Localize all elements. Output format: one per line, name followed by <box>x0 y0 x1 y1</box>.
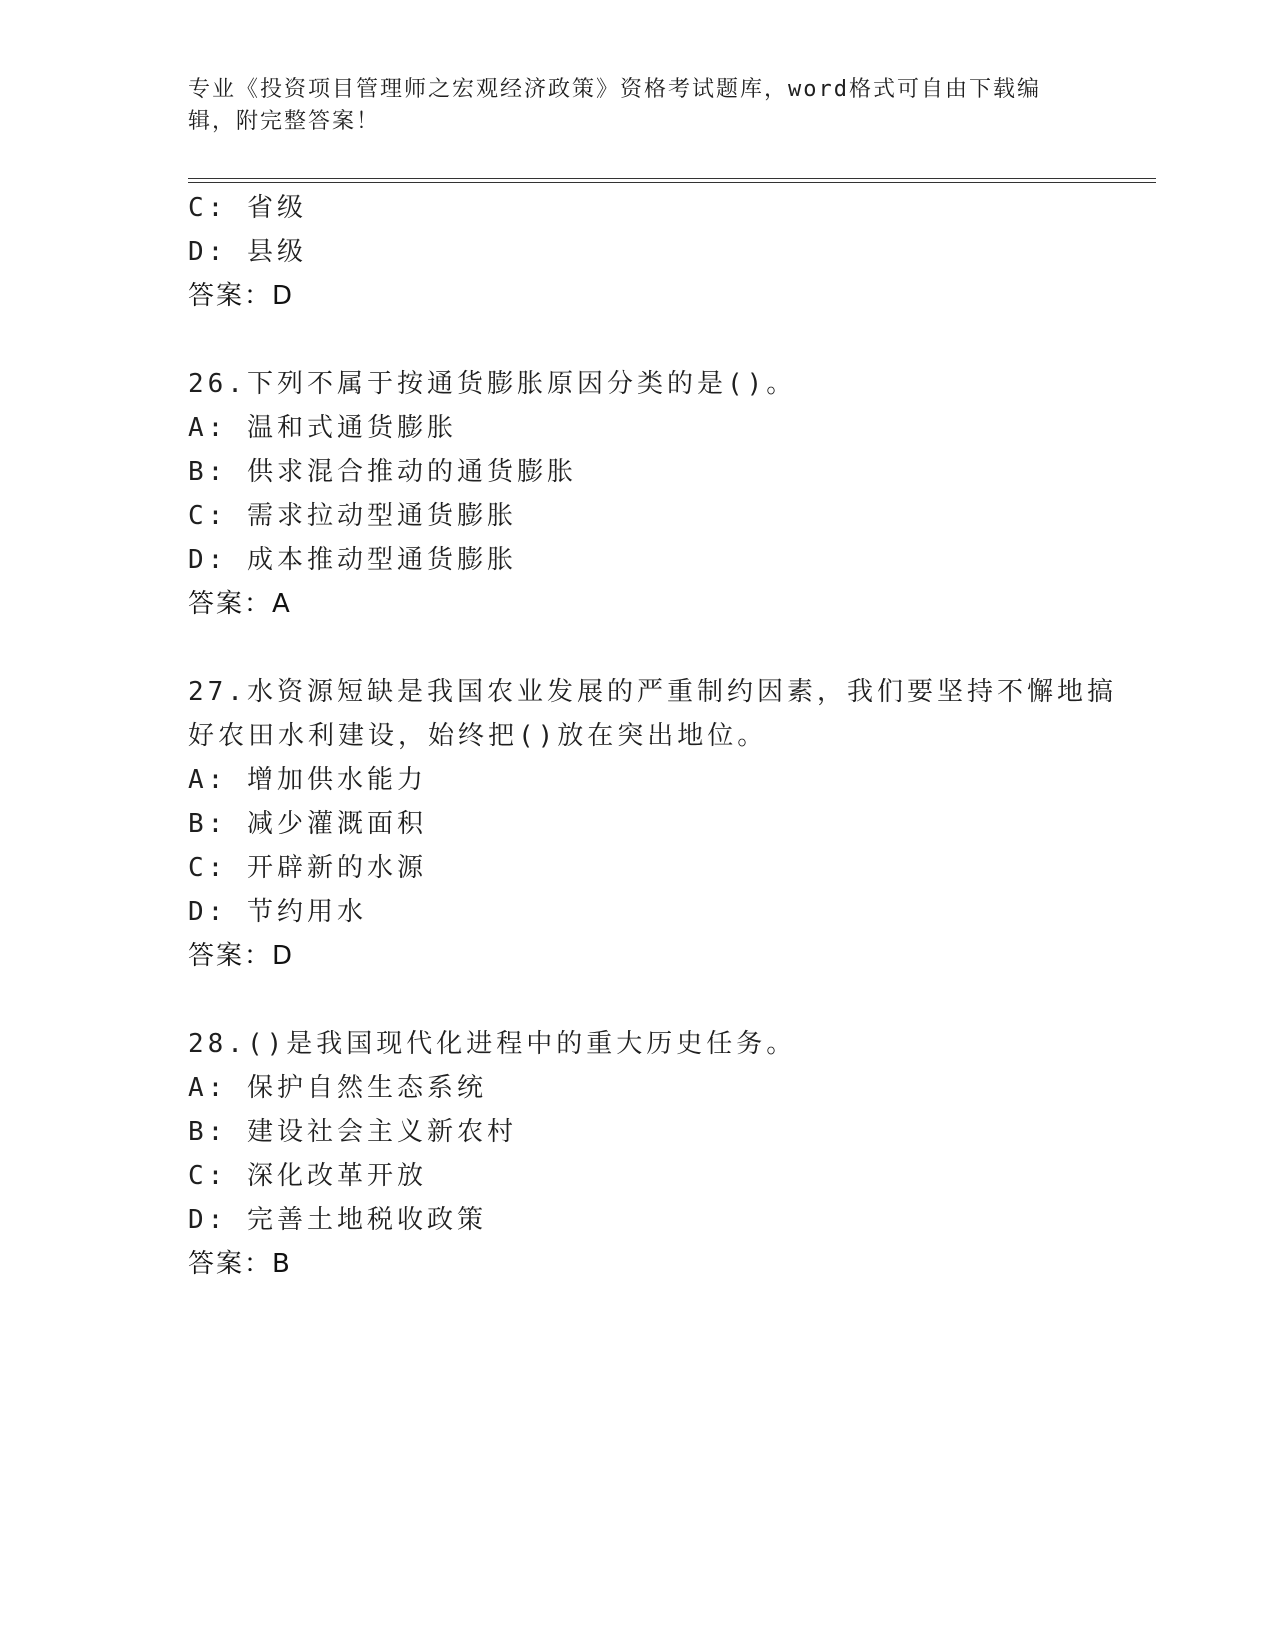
header-line-1: 专业《投资项目管理师之宏观经济政策》资格考试题库，word格式可自由下载编 <box>188 77 1041 102</box>
option-c: C: 省级 <box>188 193 307 223</box>
answer: 答案：D <box>188 281 295 311</box>
question-26-option-d: D: 成本推动型通货膨胀 <box>188 545 517 575</box>
question-28-option-a: A: 保护自然生态系统 <box>188 1073 487 1103</box>
question-28-stem: 28.()是我国现代化进程中的重大历史任务。 <box>188 1029 797 1059</box>
header-divider-bottom <box>188 182 1156 183</box>
question-27-stem-line-2: 好农田水利建设，始终把()放在突出地位。 <box>188 721 768 751</box>
question-27-option-b: B: 减少灌溉面积 <box>188 809 427 839</box>
document-header <box>188 74 1088 138</box>
question-26-option-c: C: 需求拉动型通货膨胀 <box>188 501 517 531</box>
question-28-option-c: C: 深化改革开放 <box>188 1161 427 1191</box>
question-28-option-b: B: 建设社会主义新农村 <box>188 1117 517 1147</box>
question-27-stem-line-1: 27.水资源短缺是我国农业发展的严重制约因素，我们要坚持不懈地搞 <box>188 677 1117 707</box>
question-26-option-b: B: 供求混合推动的通货膨胀 <box>188 457 577 487</box>
question-26-stem: 26.下列不属于按通货膨胀原因分类的是()。 <box>188 369 797 399</box>
question-28-answer: 答案：B <box>188 1249 292 1279</box>
question-26-option-a: A: 温和式通货膨胀 <box>188 413 457 443</box>
question-27-answer: 答案：D <box>188 941 295 971</box>
option-d: D: 县级 <box>188 237 307 267</box>
header-line-2: 辑，附完整答案！ <box>188 109 381 134</box>
question-28-option-d: D: 完善土地税收政策 <box>188 1205 487 1235</box>
header-divider-top <box>188 178 1156 179</box>
question-27-option-a: A: 增加供水能力 <box>188 765 427 795</box>
question-27-option-d: D: 节约用水 <box>188 897 367 927</box>
question-27-option-c: C: 开辟新的水源 <box>188 853 427 883</box>
question-26-answer: 答案：A <box>188 589 292 619</box>
